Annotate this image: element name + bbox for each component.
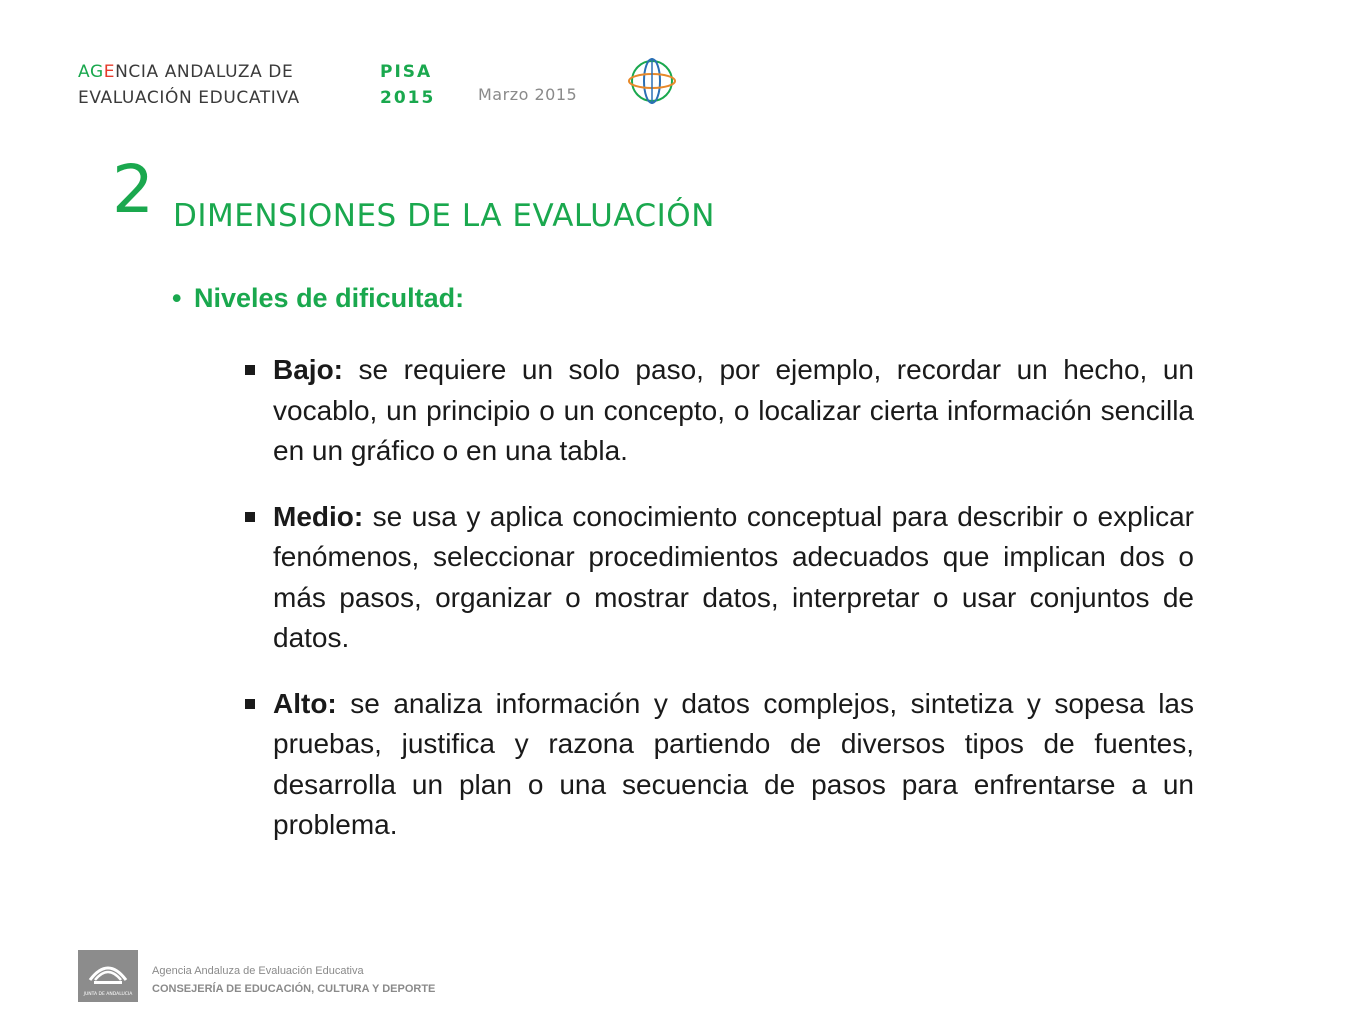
agency-letter-g: G <box>89 62 104 82</box>
level-name: Bajo: <box>273 354 343 385</box>
square-bullet-icon <box>245 365 255 375</box>
subheading <box>172 278 464 318</box>
agency-letter-e: E <box>103 62 116 82</box>
agency-letter-a: A <box>78 62 90 82</box>
footer-ministry-name: CONSEJERÍA DE EDUCACIÓN, CULTURA Y DEPORTE <box>152 983 436 995</box>
subheading-bullet: • <box>172 283 182 313</box>
level-name: Alto: <box>273 687 337 719</box>
level-description: se analiza información y datos complejos, sintetiza y sopesa las pruebas, justifica y razona partiendo de diversos tipos de fuentes, desarrolla un plan o una secuencia de pasos para enfrentarse a un problema. <box>273 687 1194 840</box>
difficulty-levels-list <box>244 350 1194 871</box>
list-item <box>244 684 1194 846</box>
subheading-text: Niveles de dificultad: <box>194 283 465 313</box>
level-description: se requiere un solo paso, por ejemplo, recordar un hecho, un vocablo, un principio o un concepto, o localizar cierta información sencilla en un gráfico o en una tabla. <box>273 354 1194 466</box>
pisa-label <box>380 59 435 111</box>
pisa-year: 2015 <box>380 88 436 108</box>
agency-name-line1 <box>78 59 300 85</box>
pisa-title: PISA <box>380 62 433 82</box>
agency-name-line1-rest: NCIA ANDALUZA DE <box>115 62 294 82</box>
junta-logo-caption: JUNTA DE ANDALUCIA <box>83 992 133 997</box>
agency-name <box>78 59 300 111</box>
junta-andalucia-logo-icon <box>78 950 138 1002</box>
section-number: 2 <box>112 151 154 228</box>
header-date: Marzo 2015 <box>478 85 578 104</box>
level-description: se usa y aplica conocimiento conceptual para describir o explicar fenómenos, seleccionar procedimientos adecuados que implican dos o más pasos, organizar o mostrar datos, interpretar o usar conjuntos de datos. <box>273 500 1194 653</box>
square-bullet-icon <box>245 699 255 709</box>
list-item <box>244 497 1194 659</box>
square-bullet-icon <box>245 512 255 522</box>
footer-agency-name: Agencia Andaluza de Evaluación Educativa <box>152 965 364 977</box>
section-title: DIMENSIONES DE LA EVALUACIÓN <box>173 198 715 234</box>
level-name: Medio: <box>273 500 364 532</box>
agency-name-line2: EVALUACIÓN EDUCATIVA <box>78 88 300 108</box>
junta-logo-graphic <box>78 950 138 1002</box>
list-item <box>244 350 1194 472</box>
globe-logo-icon <box>627 56 677 106</box>
